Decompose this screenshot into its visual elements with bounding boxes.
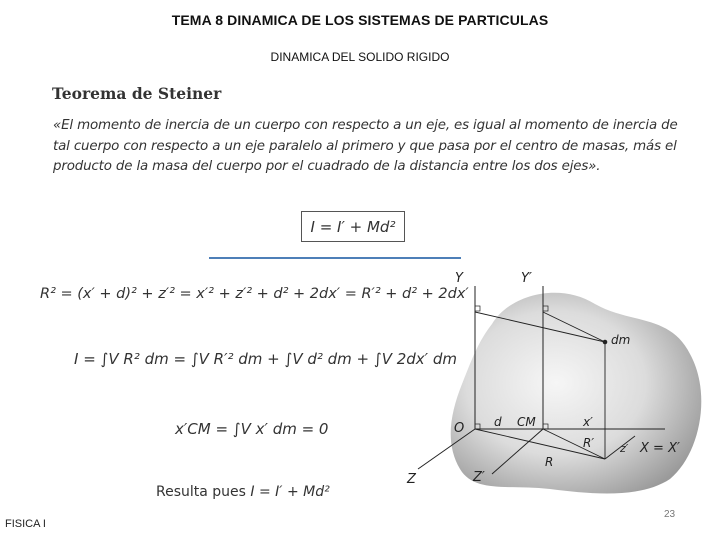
z-prime-axis-label: Z′: [473, 470, 485, 485]
result-prefix: Resulta pues: [156, 484, 246, 500]
cm-label: CM: [517, 415, 536, 429]
result-formula: I = I′ + Md²: [250, 484, 330, 500]
r-prime-label: R′: [583, 436, 595, 450]
steiner-boxed-equation: I = I′ + Md²: [301, 211, 405, 242]
rigid-body-shape: [451, 293, 702, 494]
divider-line: [209, 257, 461, 259]
origin-label: O: [454, 421, 465, 436]
d-label: d: [494, 415, 502, 429]
y-axis-label: Y: [455, 271, 463, 286]
right-angle-mark-y: [475, 306, 480, 311]
theorem-statement: «El momento de inercia de un cuerpo con respecto a un eje, es igual al momento de inercia de tal cuerpo con respecto a un eje paralelo al primero y que pasa por el centro de masas, más el producto de la masa del cuerpo por el cuadrado de la distancia entre los dos ejes».: [53, 118, 678, 174]
rigid-body-figure: [400, 264, 712, 500]
z-axis-label: Z: [407, 472, 416, 487]
r-squared-equation-text: R² = (x′ + d)² + z′² = x′² + z′² + d² + 2dx′ = R′² + d² + 2dx′: [40, 286, 469, 302]
x-prime-label: x′: [583, 415, 593, 429]
dm-label: dm: [611, 333, 631, 347]
dm-point: [603, 340, 608, 345]
x-axes-label: X = X′: [640, 441, 680, 456]
r-label: R: [545, 455, 554, 469]
center-of-mass-text: x′CM = ∫V x′ dm = 0: [175, 420, 329, 438]
slide-subtitle: DINAMICA DEL SOLIDO RIGIDO: [270, 50, 450, 64]
result-equation: [156, 484, 330, 500]
inertia-integral-text: I = ∫V R² dm = ∫V R′² dm + ∫V d² dm + ∫V 2dx′ dm: [74, 350, 457, 368]
center-of-mass-equation: [175, 420, 328, 438]
theorem-heading: Teorema de Steiner: [52, 84, 222, 103]
z-prime-label: z′: [620, 442, 629, 455]
y-prime-axis-label: Y′: [521, 271, 532, 286]
slide-title: TEMA 8 DINAMICA DE LOS SISTEMAS DE PARTICULAS: [171, 12, 549, 28]
page-number: 23: [664, 509, 676, 520]
footer-course-label: FISICA I: [5, 518, 46, 530]
